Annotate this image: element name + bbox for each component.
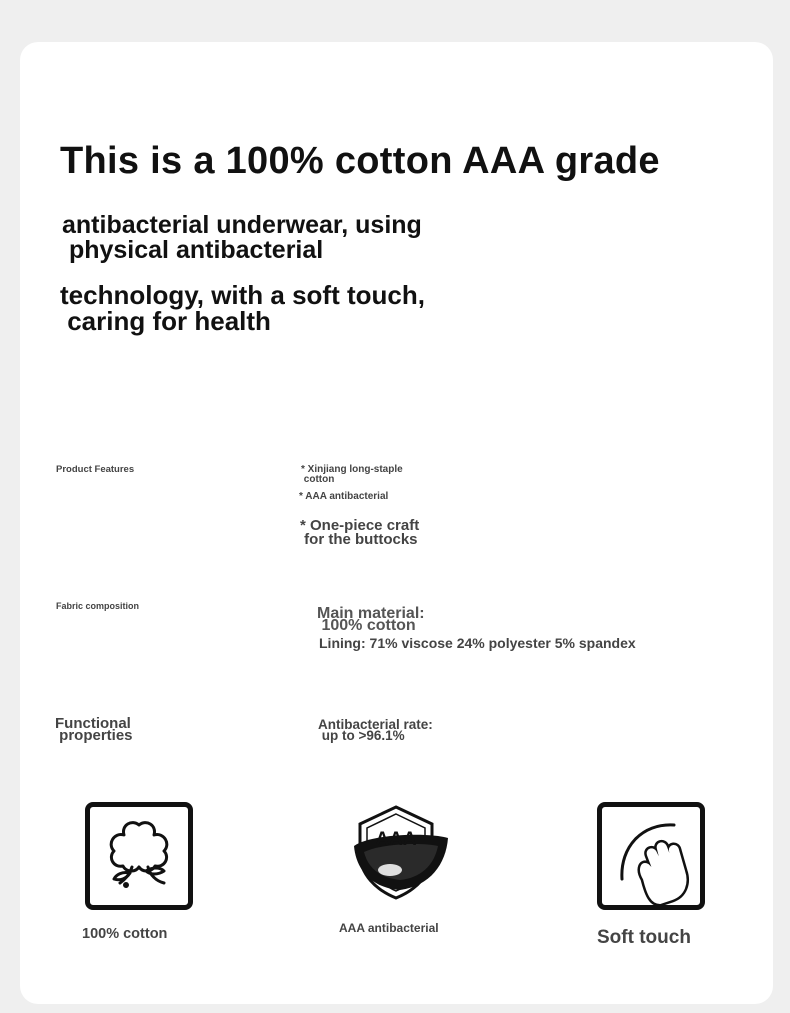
cotton-caption: 100% cotton: [82, 926, 168, 942]
soft-touch-badge: [597, 802, 705, 910]
feature-item-antibacterial: * AAA antibacterial: [299, 491, 389, 502]
feature-item-cotton: * Xinjiang long-staple cotton: [301, 464, 403, 485]
hand-touch-icon: [602, 807, 700, 905]
antibacterial-rate: Antibacterial rate: up to >96.1%: [318, 717, 433, 743]
subtitle-line-1: antibacterial underwear, using physical antibacterial: [62, 211, 422, 264]
headline: This is a 100% cotton AAA grade: [60, 140, 660, 182]
cotton-badge: [85, 802, 193, 910]
functional-properties-label: Functional properties: [55, 715, 133, 744]
aaa-shield-icon: [350, 804, 450, 900]
soft-touch-caption: Soft touch: [597, 927, 691, 948]
antibacterial-caption: AAA antibacterial: [339, 921, 439, 935]
product-features-label: Product Features: [56, 464, 135, 475]
main-material: Main material: 100% cotton: [317, 605, 425, 634]
subtitle-line-2: technology, with a soft touch, caring for health: [60, 280, 425, 336]
shield-text: AAA: [375, 829, 417, 850]
feature-item-one-piece: * One-piece craft for the buttocks: [300, 517, 420, 548]
cotton-flower-icon: [90, 807, 188, 905]
lining-material: Lining: 71% viscose 24% polyester 5% spandex: [319, 635, 636, 651]
fabric-composition-label: Fabric composition: [56, 601, 140, 611]
aaa-badge: [350, 804, 450, 900]
